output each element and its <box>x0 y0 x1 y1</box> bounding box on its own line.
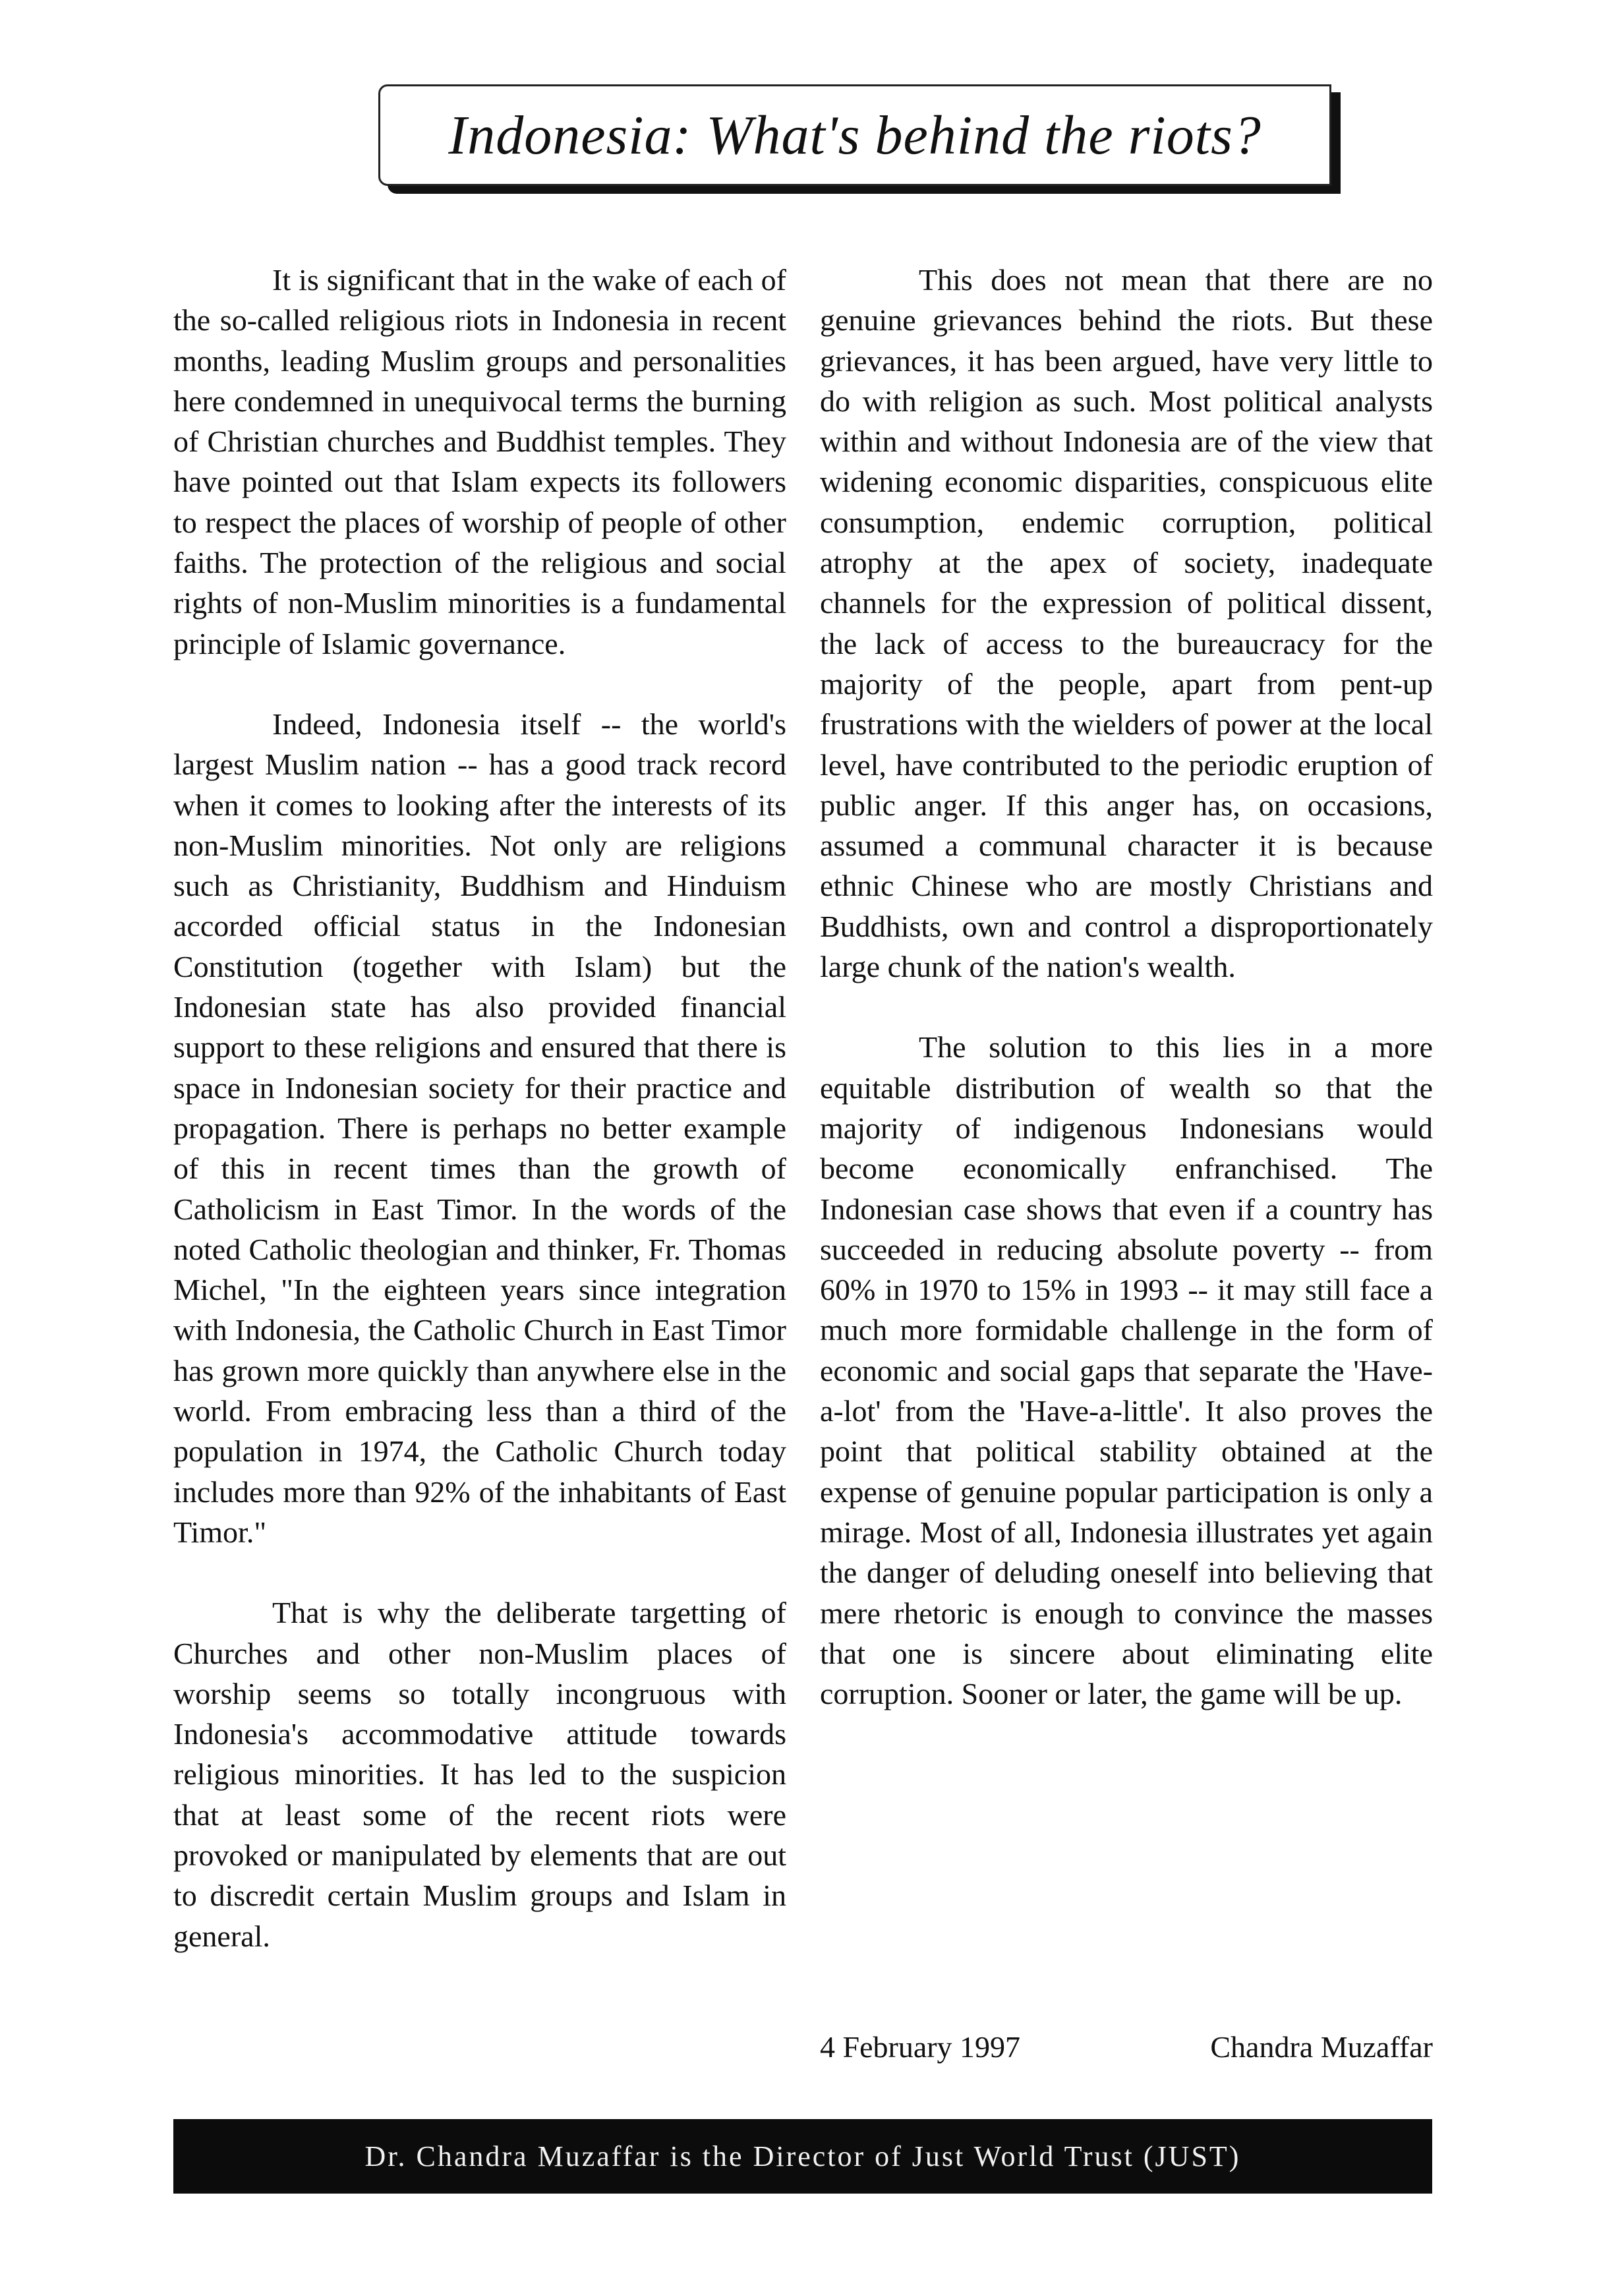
title-box <box>378 84 1331 186</box>
paragraph: The solution to this lies in a more equitable distribution of wealth so that the majority of indigenous Indonesians would become economically enfranchised. The Indonesian case shows that even if a country has succeeded in reducing absolute poverty -- from 60% in 1970 to 15% in 1993 -- it may still face a much more formidable challenge in the form of economic and social gaps that separate the 'Have-a-lot' from the 'Have-a-little'. It also proves the point that political stability obtained at the expense of genuine popular participation is only a mirage. Most of all, Indonesia illustrates yet again the danger of deluding oneself into believing that mere rhetoric is enough to convince the masses that one is sincere about eliminating elite corruption. Sooner or later, the game will be up. <box>820 1030 1433 1711</box>
signoff <box>820 2027 1433 2067</box>
left-column <box>173 260 786 1956</box>
paragraph: Indeed, Indonesia itself -- the world's largest Muslim nation -- has a good track record when it comes to looking after the interests of its non-Muslim minorities. Not only are religions such as Christianity, Buddhism and Hinduism accorded official status in the Indonesian Constitution (together with Islam) but the Indonesian state has also provided financial support to these religions and ensured that there is space in Indonesian society for their practice and propagation. There is perhaps no better example of this in recent times than the growth of Catholicism in East Timor. In the words of the noted Catholic theologian and thinker, Fr. Thomas Michel, "In the eighteen years since integration with Indonesia, the Catholic Church in East Timor has grown more quickly than anywhere else in the world. From embracing less than a third of the population in 1974, the Catholic Church today includes more than 92% of the inhabitants of East Timor." <box>173 707 786 1549</box>
article-author: Chandra Muzaffar <box>1210 2030 1433 2064</box>
article-title: Indonesia: What's behind the riots? <box>448 104 1262 166</box>
paragraph: It is significant that in the wake of each of the so-called religious riots in Indonesia in recent months, leading Muslim groups and personalities here condemned in unequivocal terms the burning of Christian churches and Buddhist temples. They have pointed out that Islam expects its followers to respect the places of worship of people of other faiths. The protection of the religious and social rights of non-Muslim minorities is a fundamental principle of Islamic governance. <box>173 263 786 660</box>
footer-text: Dr. Chandra Muzaffar is the Director of Just World Trust (JUST) <box>364 2140 1241 2172</box>
article-date: 4 February 1997 <box>820 2030 1021 2064</box>
right-column <box>820 260 1433 1714</box>
paragraph: This does not mean that there are no genuine grievances behind the riots. But these grievances, it has been argued, have very little to do with religion as such. Most political analysts within and without Indonesia are of the view that widening economic disparities, conspicuous elite consumption, endemic corruption, political atrophy at the apex of society, inadequate channels for the expression of political dissent, the lack of access to the bureaucracy for the majority of the people, apart from pent-up frustrations with the wielders of power at the local level, have contributed to the periodic eruption of public anger. If this anger has, on occasions, assumed a communal character it is because ethnic Chinese who are mostly Christians and Buddhists, own and control a disproportionately large chunk of the nation's wealth. <box>820 263 1433 984</box>
footer-bar <box>173 2119 1432 2194</box>
paragraph: That is why the deliberate targetting of Churches and other non-Muslim places of worship seems so totally incongruous with Indonesia's accommodative attitude towards religious minorities. It has led to the suspicion that at least some of the recent riots were provoked or manipulated by elements that are out to discredit certain Muslim groups and Islam in general. <box>173 1596 786 1953</box>
